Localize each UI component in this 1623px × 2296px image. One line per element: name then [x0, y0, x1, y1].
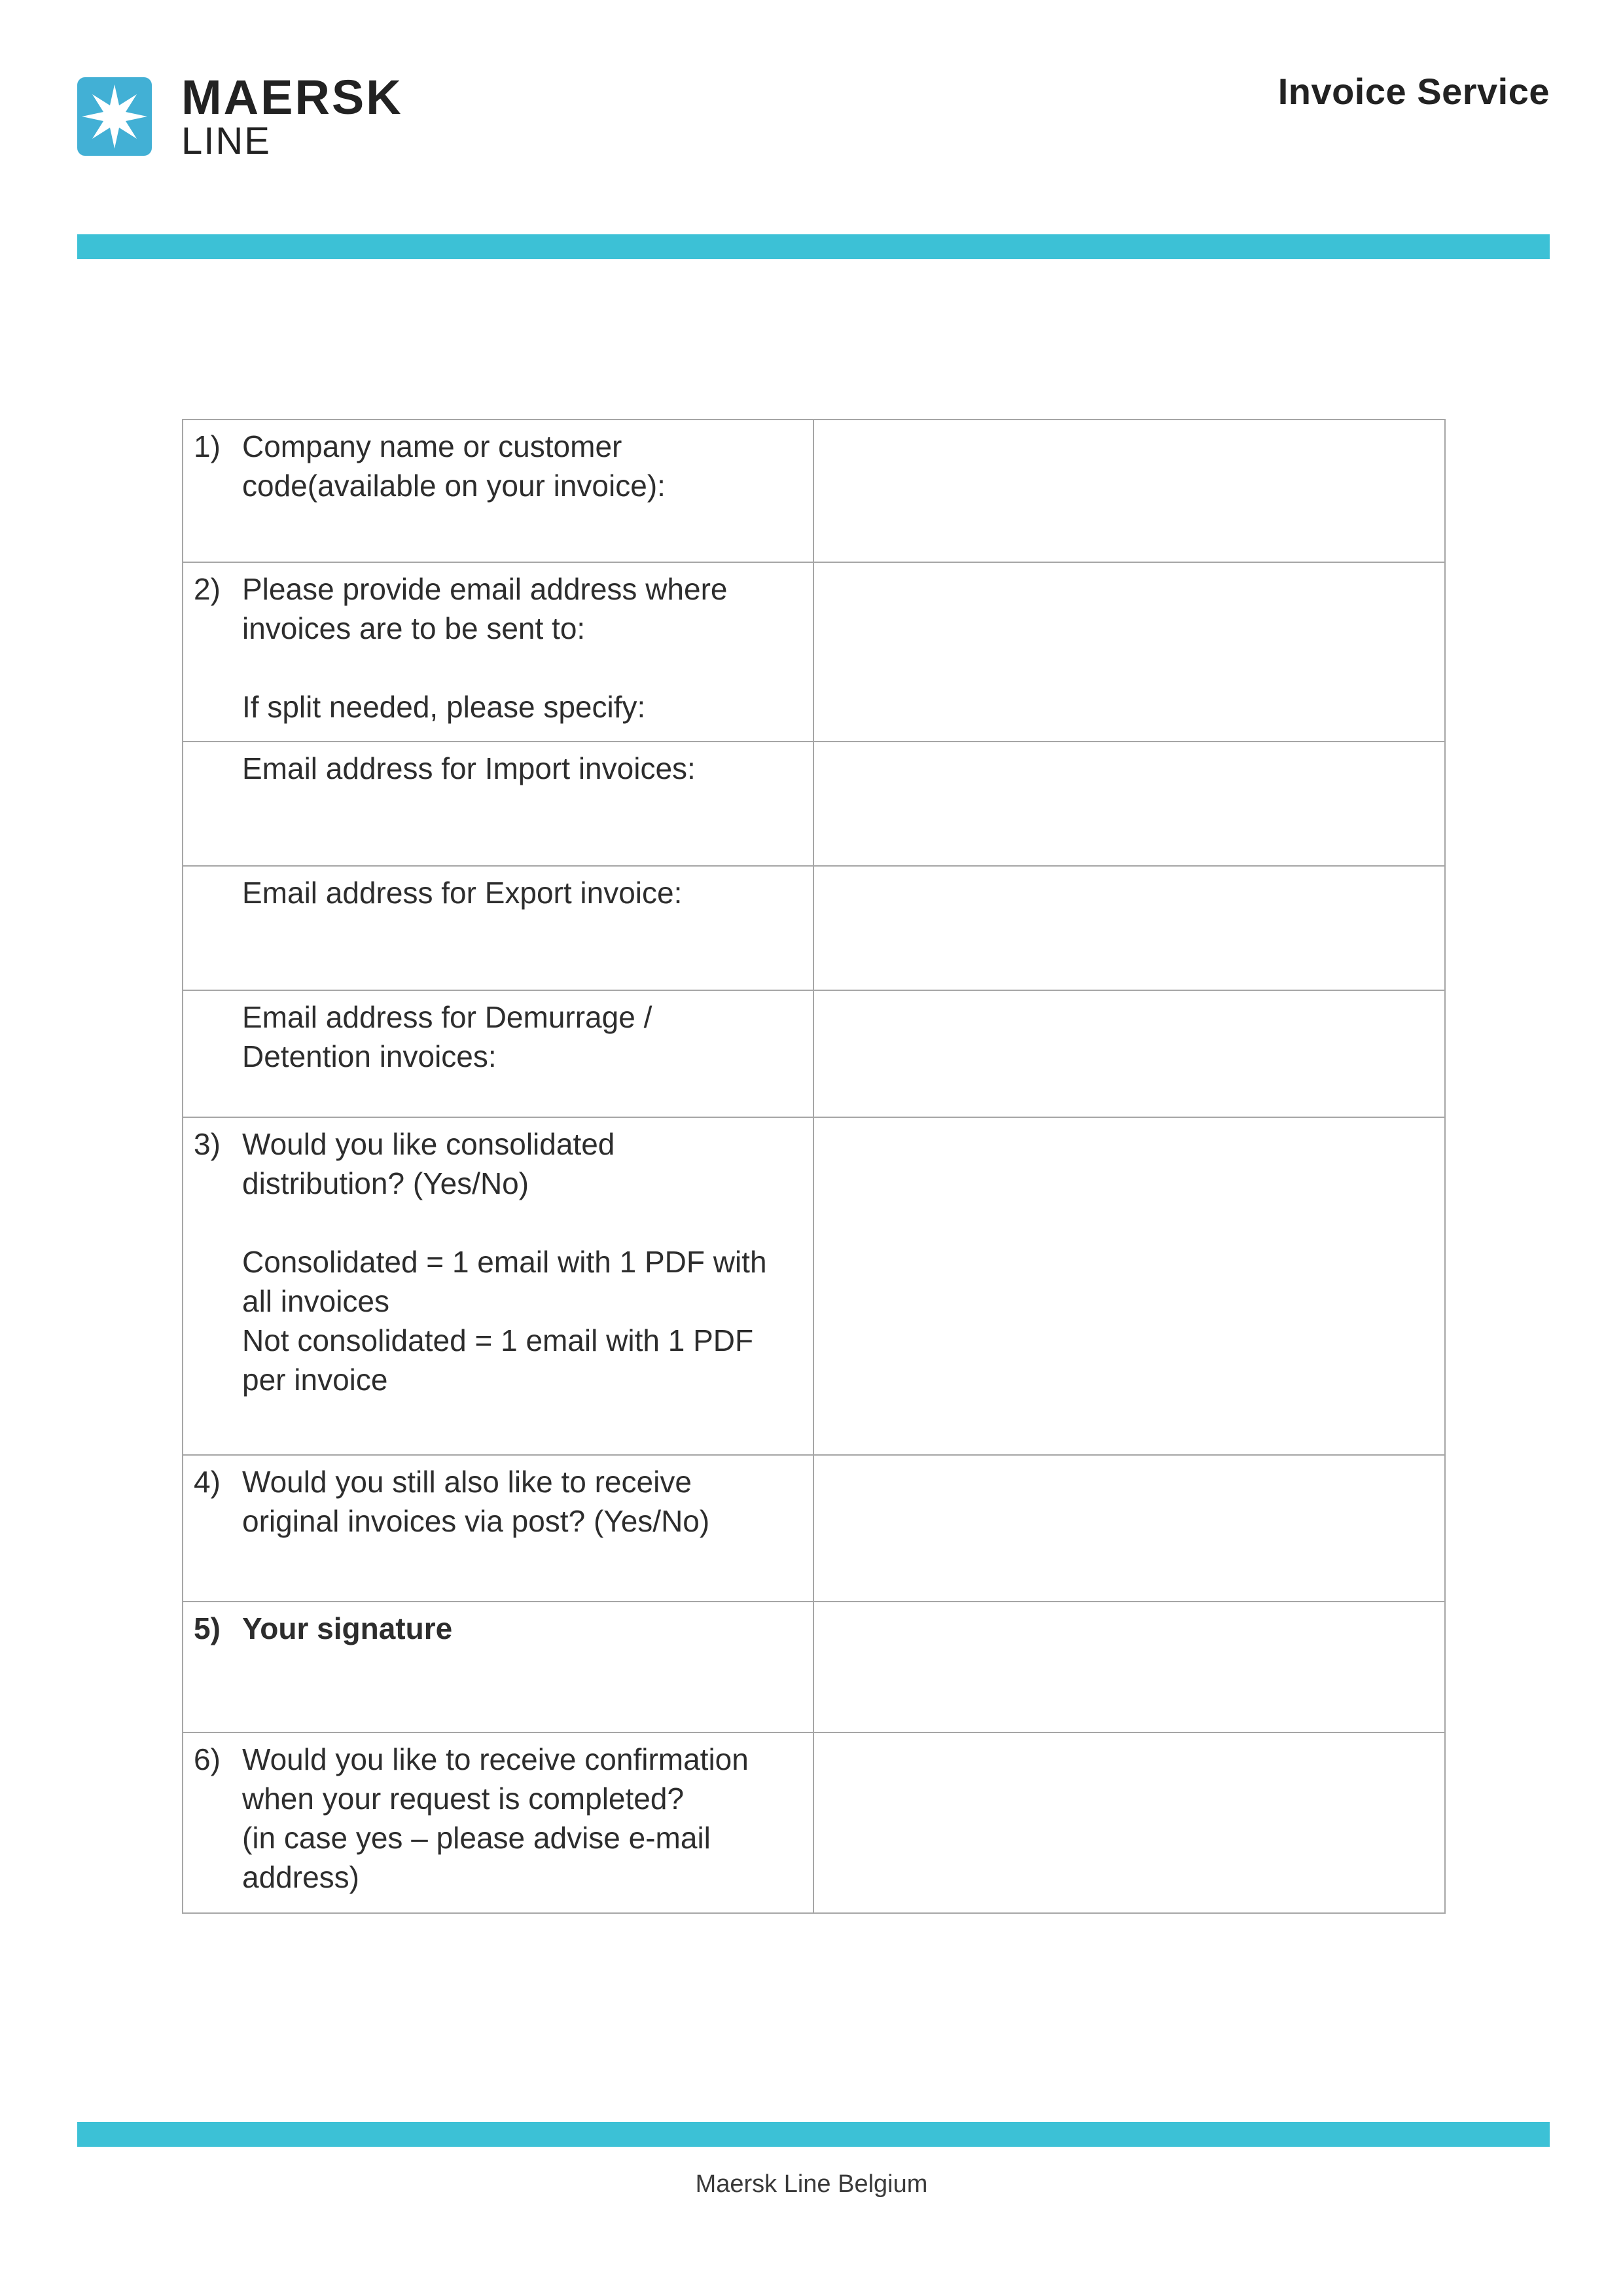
question-text: original invoices via post? (Yes/No) — [242, 1504, 710, 1538]
question-text: Would you like consolidated — [242, 1127, 615, 1161]
question-number: 6) — [194, 1742, 221, 1776]
question-text: Would you like to receive confirmation — [242, 1742, 749, 1776]
question-cell — [183, 420, 813, 562]
question-text: If split needed, please specify: — [242, 690, 646, 724]
question-text: per invoice — [242, 1363, 388, 1397]
question-cell — [183, 742, 813, 866]
footer-divider — [77, 2122, 1550, 2147]
question-cell — [183, 1117, 813, 1455]
question-cell — [183, 1732, 813, 1913]
answer-field-demurrage-email[interactable] — [813, 990, 1445, 1117]
answer-field-consolidated[interactable] — [813, 1117, 1445, 1455]
question-text: Please provide email address where — [242, 572, 728, 606]
form-row — [183, 742, 1445, 866]
form-row — [183, 420, 1445, 562]
question-text: Company name or customer — [242, 429, 622, 463]
signature-field[interactable] — [813, 1602, 1445, 1732]
question-cell — [183, 990, 813, 1117]
question-number: 2) — [194, 572, 221, 606]
question-number: 1) — [194, 429, 221, 463]
question-text: Consolidated = 1 email with 1 PDF with — [242, 1245, 767, 1279]
question-text: code(available on your invoice): — [242, 469, 666, 503]
question-text: when your request is completed? — [242, 1782, 685, 1816]
form-row — [183, 562, 1445, 742]
answer-field-company[interactable] — [813, 420, 1445, 562]
question-text: Email address for Export invoice: — [242, 876, 683, 910]
question-cell — [183, 866, 813, 990]
footer-company: Maersk Line Belgium — [695, 2170, 928, 2198]
question-cell — [183, 1455, 813, 1602]
question-text: Email address for Import invoices: — [242, 751, 696, 785]
form-row — [183, 1455, 1445, 1602]
question-number: 4) — [194, 1465, 221, 1499]
brand-subtitle: LINE — [181, 120, 271, 162]
question-text: invoices are to be sent to: — [242, 611, 586, 645]
answer-field-confirmation[interactable] — [813, 1732, 1445, 1913]
question-number: 5) — [194, 1611, 221, 1645]
brand-name: MAERSK — [181, 70, 403, 124]
form-row — [183, 1117, 1445, 1455]
question-number: 3) — [194, 1127, 221, 1161]
answer-field-export-email[interactable] — [813, 866, 1445, 990]
page-title: Invoice Service — [1277, 71, 1550, 112]
answer-field-post[interactable] — [813, 1455, 1445, 1602]
form-row — [183, 990, 1445, 1117]
form-row — [183, 1732, 1445, 1913]
invoice-service-form — [182, 419, 1446, 1914]
question-cell — [183, 1602, 813, 1732]
question-number — [194, 749, 242, 788]
question-text: Not consolidated = 1 email with 1 PDF — [242, 1323, 754, 1357]
question-text: Your signature — [242, 1611, 453, 1645]
question-text: distribution? (Yes/No) — [242, 1166, 529, 1200]
question-text: all invoices — [242, 1284, 389, 1318]
question-text: address) — [242, 1860, 359, 1894]
star-icon — [77, 77, 152, 156]
question-text: Email address for Demurrage / — [242, 1000, 652, 1034]
question-number — [194, 873, 242, 912]
answer-field-email[interactable] — [813, 562, 1445, 742]
question-cell — [183, 562, 813, 742]
question-text: Would you still also like to receive — [242, 1465, 692, 1499]
maersk-star-icon — [77, 77, 152, 156]
question-text: Detention invoices: — [242, 1039, 497, 1073]
question-text: (in case yes – please advise e-mail — [242, 1821, 711, 1855]
answer-field-import-email[interactable] — [813, 742, 1445, 866]
question-number — [194, 997, 242, 1076]
form-row — [183, 866, 1445, 990]
form-row — [183, 1602, 1445, 1732]
header-divider — [77, 234, 1550, 259]
